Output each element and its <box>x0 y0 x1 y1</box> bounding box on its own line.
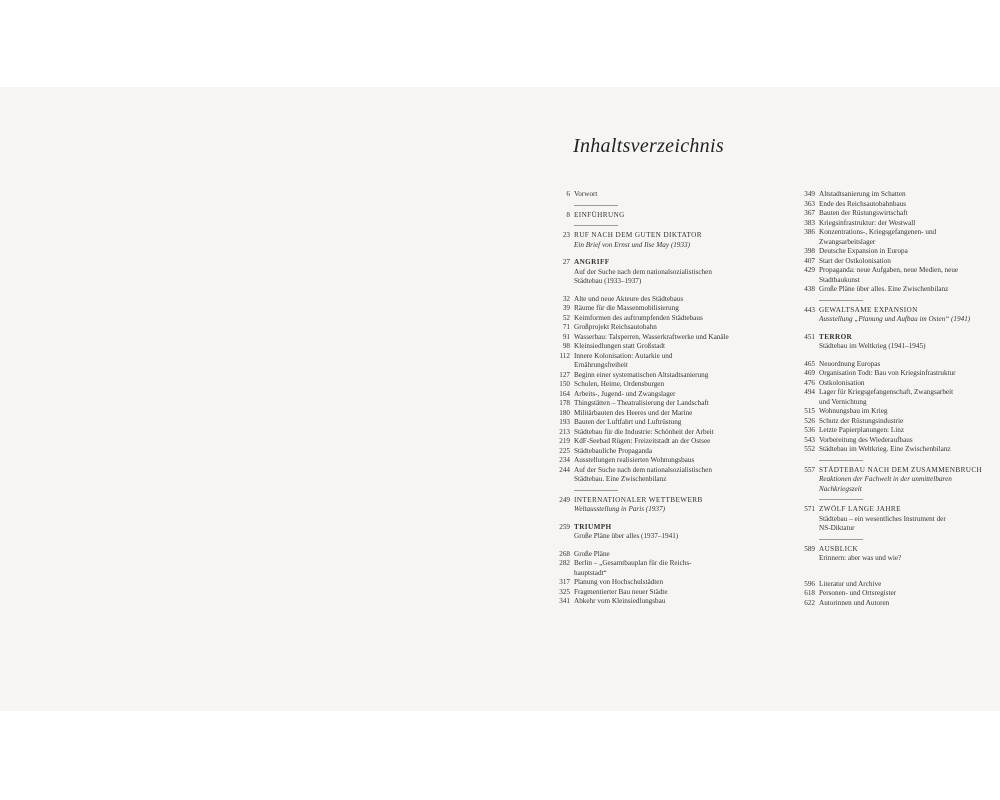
entry-title: Wasserbau: Talsperren, Wasserkraftwerke und Kanäle <box>574 332 729 341</box>
page-number: 71 <box>562 323 570 331</box>
entry-text <box>574 550 775 560</box>
entry-text <box>574 418 775 428</box>
page-number: 526 <box>804 416 815 425</box>
page-number: 112 <box>559 351 570 360</box>
entry-text <box>819 369 1000 379</box>
entry-title: Kleinsiedlungen statt Großstadt <box>574 342 666 350</box>
entry-text <box>819 426 1000 436</box>
entry-title: Start der Ostkolonisation <box>819 256 891 265</box>
entry-title: Deutsche Expansion in Europa <box>819 247 908 255</box>
section-title: AUSBLICK <box>819 544 859 553</box>
entry-text <box>574 342 775 352</box>
entry-title: Neuordnung Europas <box>819 359 881 368</box>
spacer <box>540 287 775 295</box>
entry-title: Städtebau für die Industrie: Schönheit der Arbeit <box>574 427 714 436</box>
toc-entry <box>540 352 775 371</box>
toc-section <box>785 505 1000 534</box>
entry-text <box>574 211 775 221</box>
page-number: 589 <box>804 544 815 553</box>
toc-entry <box>540 559 775 578</box>
toc-entry <box>785 190 1000 200</box>
section-divider <box>819 539 863 540</box>
section-title: GEWALTSAME EXPANSION <box>819 305 918 314</box>
page-number: 383 <box>804 218 815 227</box>
entry-title: Erinnern: aber was und wie? <box>819 554 902 562</box>
page-number: 552 <box>804 445 815 453</box>
entry-text <box>574 588 775 598</box>
page-number: 469 <box>804 369 815 377</box>
toc-entry <box>785 407 1000 417</box>
page-number: 27 <box>562 258 570 266</box>
toc-entry <box>540 380 775 390</box>
entry-title: Räume für die Massenmobilisierung <box>574 304 679 312</box>
entry-text <box>819 505 1000 534</box>
entry-title: Thingstätten – Theatralisierung der Landschaft <box>574 399 709 407</box>
toc-section <box>540 258 775 287</box>
toc-entry <box>540 466 775 485</box>
entry-title: Vorbereitung des Wiederaufbaus <box>819 435 913 444</box>
entry-text <box>574 231 775 250</box>
page-number: 476 <box>804 378 815 387</box>
toc-entry <box>540 399 775 409</box>
entry-text <box>819 466 1000 495</box>
page-number: 268 <box>559 549 570 558</box>
entry-text <box>819 228 1000 247</box>
page-number: 219 <box>559 437 570 445</box>
entry-title: Personen- und Ortsregister <box>819 589 897 597</box>
toc-entry <box>785 436 1000 446</box>
entry-text <box>574 314 775 324</box>
entry-title: Zwangsarbeitslager <box>819 237 876 246</box>
section-title: ANGRIFF <box>574 258 610 266</box>
entry-text <box>574 371 775 381</box>
entry-title: Städtebau (1933–1937) <box>574 277 642 285</box>
page-number: 596 <box>804 579 815 588</box>
toc-entry <box>785 379 1000 389</box>
toc-entry <box>785 580 1000 590</box>
entry-text <box>819 360 1000 370</box>
page-number: 180 <box>559 408 570 417</box>
entry-title: Städtebau im Weltkrieg. Eine Zwischenbilanz <box>819 445 951 453</box>
entry-text <box>574 466 775 485</box>
entry-title: Arbeits-, Jugend- und Zwangslager <box>574 389 676 398</box>
entry-text <box>819 580 1000 590</box>
page-number: 193 <box>559 418 570 426</box>
entry-title: Große Pläne <box>574 549 610 558</box>
entry-text <box>574 258 775 287</box>
entry-text <box>574 409 775 419</box>
entry-title: Lager für Kriegsgefangenschaft, Zwangsarbeit <box>819 388 954 396</box>
toc-entry <box>540 371 775 381</box>
entry-title: NS-Diktatur <box>819 524 855 532</box>
toc-entry <box>540 456 775 466</box>
section-subtitle: Reaktionen der Fachwelt in der unmittelbaren <box>819 475 952 483</box>
page-number: 515 <box>804 407 815 415</box>
entry-text <box>819 200 1000 210</box>
entry-text <box>819 417 1000 427</box>
entry-text <box>819 436 1000 446</box>
toc-entry <box>540 304 775 314</box>
page-number: 8 <box>566 210 570 219</box>
page-number: 571 <box>804 505 815 513</box>
page-number: 494 <box>804 388 815 396</box>
entry-text <box>574 380 775 390</box>
page-number: 341 <box>559 597 570 605</box>
entry-title: Schulen, Heime, Ordensburgen <box>574 380 665 388</box>
toc-section <box>785 306 1000 325</box>
entry-text <box>819 247 1000 257</box>
entry-title: Städtebauliche Propaganda <box>574 446 653 455</box>
toc-column-right <box>785 190 1000 608</box>
page-number: 98 <box>562 342 570 350</box>
entry-text <box>574 323 775 333</box>
toc-entry <box>785 209 1000 219</box>
section-subtitle: Ausstellung „Planung und Aufbau im Osten“ (1941) <box>819 315 971 323</box>
entry-text <box>819 219 1000 229</box>
toc-entry <box>540 409 775 419</box>
page-number: 213 <box>559 427 570 436</box>
entry-text <box>819 190 1000 200</box>
entry-title: Auf der Suche nach dem nationalsozialistischen <box>574 465 712 474</box>
entry-title: Ende des Reichsautobahnbaus <box>819 199 907 208</box>
entry-title: Kriegsinfrastruktur: der Westwall <box>819 218 916 227</box>
entry-text <box>574 456 775 466</box>
page-number: 52 <box>562 313 570 322</box>
entry-title: Militärbauten des Heeres und der Marine <box>574 408 693 417</box>
toc-entry <box>540 333 775 343</box>
entry-text <box>574 496 775 515</box>
toc-entry <box>540 578 775 588</box>
page-number: 23 <box>562 231 570 239</box>
toc-entry <box>785 266 1000 285</box>
entry-title: Planung von Hochschulstädten <box>574 578 664 586</box>
toc-entry <box>785 417 1000 427</box>
toc-entry <box>540 550 775 560</box>
spacer <box>785 325 1000 333</box>
page-number: 622 <box>804 598 815 607</box>
entry-title: Ausstellungen realisierten Wohnungsbaus <box>574 456 695 464</box>
page-number: 91 <box>562 332 570 341</box>
entry-title: Städtebau. Eine Zwischenbilanz <box>574 475 667 483</box>
entry-text <box>574 352 775 371</box>
section-subtitle: Nachkriegszeit <box>819 484 862 493</box>
page-number: 259 <box>559 522 570 531</box>
page-number: 451 <box>804 332 815 341</box>
entry-text <box>574 304 775 314</box>
entry-title: Autorinnen und Autoren <box>819 598 890 607</box>
entry-title: Vorwort <box>574 190 598 198</box>
toc-entry <box>785 589 1000 599</box>
page-number: 543 <box>804 435 815 444</box>
entry-text <box>819 379 1000 389</box>
entry-text <box>819 589 1000 599</box>
entry-text <box>819 388 1000 407</box>
entry-text <box>574 559 775 578</box>
toc-section <box>540 211 775 221</box>
entry-title: Große Pläne über alles (1937–1941) <box>574 532 679 540</box>
toc-entry <box>540 588 775 598</box>
section-divider <box>819 460 863 461</box>
section-divider <box>574 205 618 206</box>
entry-title: Ernährungsfreiheit <box>574 361 628 369</box>
page-number: 386 <box>804 228 815 236</box>
entry-title: Städtebau – ein wesentliches Instrument der <box>819 514 946 523</box>
toc-entry <box>785 257 1000 267</box>
toc-entry <box>540 323 775 333</box>
toc-entry <box>785 426 1000 436</box>
page-number: 282 <box>559 559 570 567</box>
toc-entry <box>540 597 775 607</box>
entry-title: Altstadtsanierung im Schatten <box>819 190 906 198</box>
section-title: INTERNATIONALER WETTBEWERB <box>574 495 703 504</box>
entry-text <box>819 257 1000 267</box>
toc-column-left <box>540 190 775 607</box>
entry-title: Große Pläne über alles. Eine Zwischenbilanz <box>819 285 949 293</box>
entry-title: Konzentrations-, Kriegsgefangenen- und <box>819 228 937 236</box>
toc-entry <box>540 314 775 324</box>
entry-text <box>819 545 1000 564</box>
entry-title: Alte und neue Akteure des Städtebaus <box>574 294 684 303</box>
section-subtitle: Ein Brief von Ernst und Ilse May (1933) <box>574 240 690 249</box>
entry-text <box>819 306 1000 325</box>
page-number: 429 <box>804 266 815 274</box>
entry-text <box>574 333 775 343</box>
entry-title: Bauten der Luftfahrt und Luftrüstung <box>574 418 682 426</box>
toc-entry <box>540 295 775 305</box>
page-number: 536 <box>804 426 815 434</box>
spacer <box>785 572 1000 580</box>
entry-text <box>574 190 775 200</box>
toc-entry <box>785 360 1000 370</box>
entry-title: KdF-Seebad Rügen: Freizeitstadt an der Ostsee <box>574 437 711 445</box>
section-title: ZWÖLF LANGE JAHRE <box>819 505 901 513</box>
page-number: 367 <box>804 209 815 217</box>
entry-text <box>574 390 775 400</box>
page-number: 349 <box>804 190 815 198</box>
page-number: 32 <box>562 294 570 303</box>
entry-text <box>574 295 775 305</box>
section-divider <box>574 490 618 491</box>
toc-entry <box>540 447 775 457</box>
toc-entry <box>785 228 1000 247</box>
toc-entry <box>785 599 1000 609</box>
entry-text <box>574 447 775 457</box>
toc-entry <box>785 369 1000 379</box>
page-number: 6 <box>566 190 570 198</box>
section-divider <box>819 300 863 301</box>
section-divider <box>574 225 618 226</box>
entry-text <box>819 285 1000 295</box>
entry-title: Großprojekt Reichsautobahn <box>574 323 657 331</box>
toc-entry <box>540 342 775 352</box>
section-divider <box>819 499 863 500</box>
toc-section <box>785 333 1000 352</box>
page-number: 317 <box>559 578 570 586</box>
toc-entry <box>540 428 775 438</box>
entry-text <box>819 266 1000 285</box>
section-title: TRIUMPH <box>574 522 612 531</box>
entry-title: Auf der Suche nach dem nationalsozialistischen <box>574 267 712 276</box>
toc-section <box>785 545 1000 564</box>
page-number: 465 <box>804 359 815 368</box>
section-title: TERROR <box>819 332 853 341</box>
entry-title: Abkehr vom Kleinsiedlungsbau <box>574 597 666 605</box>
spacer <box>540 542 775 550</box>
toc-entry <box>540 437 775 447</box>
entry-title: Städtebau im Weltkrieg (1941–1945) <box>819 342 926 350</box>
entry-text <box>574 597 775 607</box>
toc-entry <box>540 390 775 400</box>
spacer <box>785 564 1000 572</box>
page-number: 225 <box>559 446 570 455</box>
spacer <box>785 352 1000 360</box>
page-number: 234 <box>559 456 570 464</box>
page-number: 178 <box>559 399 570 407</box>
entry-title: Literatur und Archive <box>819 579 882 588</box>
entry-text <box>819 333 1000 352</box>
toc-entry <box>785 219 1000 229</box>
page-number: 249 <box>559 495 570 504</box>
page-title: Inhaltsverzeichnis <box>573 135 724 157</box>
toc-entry <box>785 285 1000 295</box>
entry-text <box>574 428 775 438</box>
entry-text <box>819 209 1000 219</box>
entry-title: Stadtbaukunst <box>819 275 860 284</box>
page-number: 164 <box>559 389 570 398</box>
entry-title: Bauten der Rüstungswirtschaft <box>819 209 908 217</box>
toc-entry <box>785 247 1000 257</box>
entry-text <box>574 399 775 409</box>
page-number: 325 <box>559 587 570 596</box>
page-number: 438 <box>804 285 815 293</box>
toc-entry <box>785 445 1000 455</box>
entry-text <box>819 599 1000 609</box>
page-number: 150 <box>559 380 570 388</box>
entry-title: Berlin – „Gesamtbauplan für die Reichs- <box>574 559 692 567</box>
toc-entry <box>785 200 1000 210</box>
entry-title: Letzte Papierplanungen: Linz <box>819 426 905 434</box>
entry-title: und Vernichtung <box>819 397 867 406</box>
entry-title: Innere Kolonisation: Autarkie und <box>574 351 673 360</box>
section-subtitle: Weltausstellung in Paris (1937) <box>574 505 665 513</box>
page-number: 398 <box>804 247 815 255</box>
entry-text <box>574 578 775 588</box>
entry-title: Organisation Todt: Bau von Kriegsinfrastruktur <box>819 369 956 377</box>
entry-title: Schutz der Rüstungsindustrie <box>819 416 904 425</box>
toc-entry <box>540 190 775 200</box>
entry-text <box>574 523 775 542</box>
page-number: 39 <box>562 304 570 312</box>
page-number: 618 <box>804 589 815 597</box>
toc-section <box>540 231 775 250</box>
entry-title: Beginn einer systematischen Altstadtsanierung <box>574 370 709 379</box>
section-title: EINFÜHRUNG <box>574 210 625 219</box>
page-number: 443 <box>804 305 815 314</box>
section-title: STÄDTEBAU NACH DEM ZUSAMMENBRUCH <box>819 465 983 474</box>
page-number: 127 <box>559 370 570 379</box>
entry-text <box>819 445 1000 455</box>
entry-title: hauptstadt“ <box>574 568 607 577</box>
page-number: 363 <box>804 199 815 208</box>
page-number: 244 <box>559 465 570 474</box>
entry-title: Keimformen des auftrumpfenden Städtebaus <box>574 313 703 322</box>
spacer <box>540 515 775 523</box>
spacer <box>540 250 775 258</box>
section-title: RUF NACH DEM GUTEN DIKTATOR <box>574 231 702 239</box>
entry-title: Propaganda: neue Aufgaben, neue Medien, neue <box>819 266 959 274</box>
page-number: 407 <box>804 256 815 265</box>
entry-title: Ostkolonisation <box>819 378 865 387</box>
toc-section <box>540 496 775 515</box>
entry-title: Wohnungsbau im Krieg <box>819 407 888 415</box>
entry-text <box>819 407 1000 417</box>
toc-section <box>785 466 1000 495</box>
entry-text <box>574 437 775 447</box>
page-number: 557 <box>804 465 815 474</box>
entry-title: Fragmentierter Bau neuer Städte <box>574 587 668 596</box>
toc-entry <box>785 388 1000 407</box>
toc-section <box>540 523 775 542</box>
toc-entry <box>540 418 775 428</box>
